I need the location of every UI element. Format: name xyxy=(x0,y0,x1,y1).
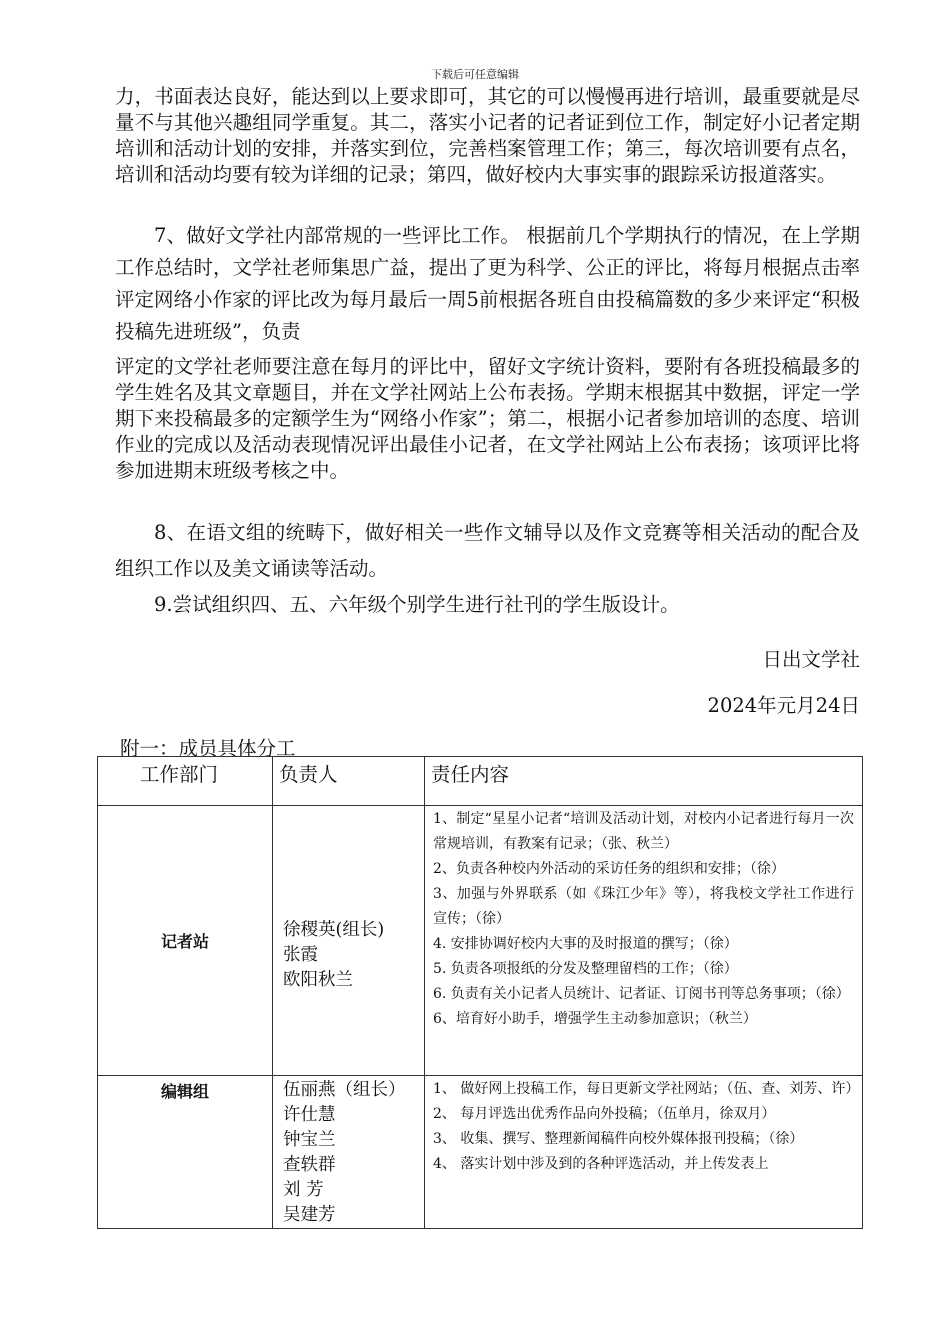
task-item: 3、 收集、撰写、整理新闻稿件向校外媒体报刊投稿；（徐） xyxy=(433,1131,804,1147)
table-row xyxy=(98,1076,863,1229)
table-row xyxy=(98,806,863,1076)
task-item: 6. 负责有关小记者人员统计、记者证、订阅书刊等总务事项；（徐） xyxy=(433,986,850,1002)
paragraph-8: 8、在语文组的统畴下，做好相关一些作文辅导以及作文竞赛等相关活动的配合及组织工作以及美文诵读等活动。 xyxy=(115,521,860,580)
duty-table xyxy=(97,756,863,1229)
person: 许仕慧 xyxy=(283,1105,336,1125)
task-item: 5. 负责各项报纸的分发及整理留档的工作；（徐） xyxy=(433,961,738,977)
person: 钟宝兰 xyxy=(283,1130,336,1150)
task-item: 4、 落实计划中涉及到的各种评选活动，并上传发表上 xyxy=(433,1156,769,1172)
paragraph-7: 7、做好文学社内部常规的一些评比工作。 根据前几个学期执行的情况，在上学期工作总结时，文学社老师集思广益，提出了更为科学、公正的评比，将每月根据点击率评定网络小作家的评比改为每月最后一周5前根据各班自由投稿篇数的多少来评定“积极投稿先进班级”，负责 xyxy=(115,224,860,343)
tasks-cell xyxy=(425,1076,863,1229)
date: 2024年元月24日 xyxy=(707,694,860,717)
person: 吴建芳 xyxy=(283,1205,336,1225)
task-item: 2、负责各种校内外活动的采访任务的组织和安排；（徐） xyxy=(433,861,785,877)
people-cell xyxy=(273,806,425,1076)
person: 查轶群 xyxy=(283,1155,336,1175)
task-item: 1、 做好网上投稿工作，每日更新文学社网站；（伍、查、刘芳、许） xyxy=(433,1081,860,1097)
paragraph-7-continued: 评定的文学社老师要注意在每月的评比中，留好文字统计资料，要附有各班投稿最多的学生姓名及其文章题目，并在文学社网站上公布表扬。学期末根据其中数据，评定一学期下来投稿最多的定额学生为“网络小作家”；第二，根据小记者参加培训的态度、培训作业的完成以及活动表现情况评出最佳小记者，在文学社网站上公布表扬；该项评比将参加进期末班级考核之中。 xyxy=(115,355,860,482)
header-person: 负责人 xyxy=(273,757,425,806)
person: 刘 芳 xyxy=(283,1180,324,1200)
task-item: 3、加强与外界联系（如《珠江少年》等），将我校文学社工作进行宣传；（徐） xyxy=(433,886,854,927)
table-header-row xyxy=(98,757,863,806)
header-duties: 责任内容 xyxy=(425,757,863,806)
paragraph-continued: 力，书面表达良好，能达到以上要求即可，其它的可以慢慢再进行培训，最重要就是尽量不与其他兴趣组同学重复。其二，落实小记者的记者证到位工作，制定好小记者定期培训和活动计划的安排，并落实到位，完善档案管理工作；第三，每次培训要有点名，培训和活动均要有较为详细的记录；第四，做好校内大事实事的跟踪采访报道落实。 xyxy=(115,85,860,186)
task-item: 4. 安排协调好校内大事的及时报道的撰写；（徐） xyxy=(433,936,738,952)
tasks-cell xyxy=(425,806,863,1076)
task-item: 6、培育好小助手，增强学生主动参加意识；（秋兰） xyxy=(433,1011,757,1027)
person: 欧阳秋兰 xyxy=(283,970,353,990)
dept-cell: 编辑组 xyxy=(98,1076,273,1229)
header-dept: 工作部门 xyxy=(98,757,273,806)
attachment-title: 附一：成员具体分工 xyxy=(120,737,296,760)
page-header: 下载后可任意编辑 xyxy=(431,68,519,81)
people-cell xyxy=(273,1076,425,1229)
task-item: 1、制定“星星小记者“培训及活动计划，对校内小记者进行每月一次常规培训，有教案有记录；（张、秋兰） xyxy=(433,811,854,852)
dept-cell: 记者站 xyxy=(98,806,273,1076)
task-item: 2、 每月评选出优秀作品向外投稿；（伍单月，徐双月） xyxy=(433,1106,776,1122)
person: 张霞 xyxy=(283,945,318,965)
signature: 日出文学社 xyxy=(762,648,860,671)
person: 伍丽燕（组长） xyxy=(283,1080,406,1100)
paragraph-9: 9.尝试组织四、五、六年级个别学生进行社刊的学生版设计。 xyxy=(154,593,680,616)
person: 徐稷英(组长) xyxy=(283,920,385,940)
